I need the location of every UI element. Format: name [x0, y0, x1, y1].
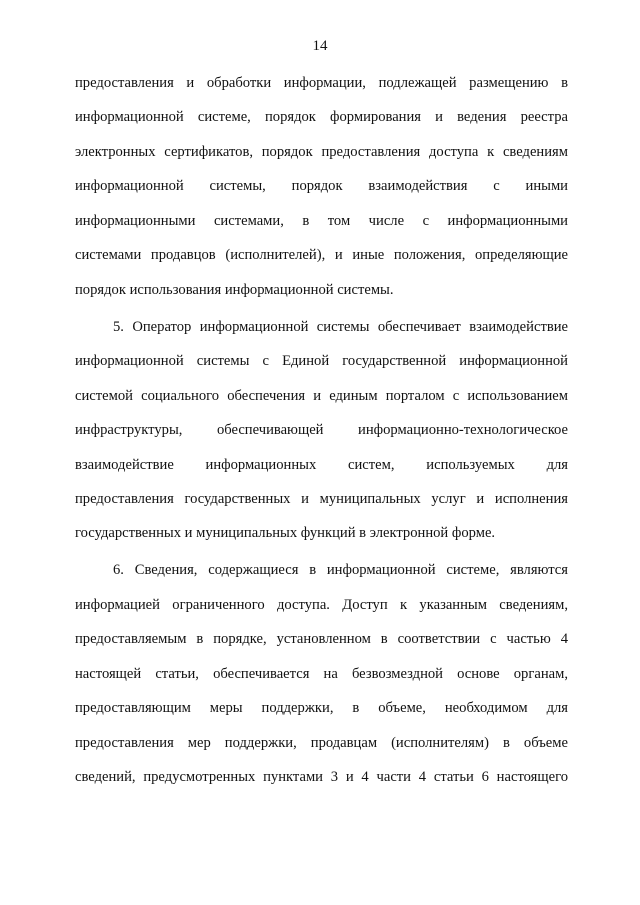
text-line: предоставляемым в порядке, установленном в соответствии с частью 4 — [75, 631, 568, 647]
text-line: предоставления и обработки информации, подлежащей размещению в — [75, 75, 568, 91]
text-line: системами продавцов (исполнителей), и иные положения, определяющие — [75, 247, 568, 263]
text-line: предоставляющим меры поддержки, в объеме, необходимом для — [75, 700, 568, 716]
text-line: сведений, предусмотренных пунктами 3 и 4 части 4 статьи 6 настоящего — [75, 769, 568, 785]
page-number: 14 — [312, 38, 328, 54]
text-line: порядок использования информационной системы. — [75, 282, 394, 298]
text-line: информационной системы с Единой государственной информационной — [75, 353, 568, 369]
text-line: государственных и муниципальных функций в электронной форме. — [75, 525, 496, 541]
text-line: взаимодействие информационных систем, используемых для — [75, 457, 568, 473]
text-line: предоставления мер поддержки, продавцам (исполнителям) в объеме — [75, 735, 568, 751]
text-line: настоящей статьи, обеспечивается на безвозмездной основе органам, — [75, 666, 568, 682]
paragraph-5-first-line: 5. Оператор информационной системы обеспечивает взаимодействие — [113, 319, 568, 335]
paragraph-6-first-line: 6. Сведения, содержащиеся в информационной системе, являются — [113, 562, 568, 578]
text-line: информационной системе, порядок формирования и ведения реестра — [75, 109, 568, 125]
text-line: предоставления государственных и муниципальных услуг и исполнения — [75, 491, 568, 507]
text-line: информацией ограниченного доступа. Доступ к указанным сведениям, — [75, 597, 568, 613]
text-line: информационной системы, порядок взаимодействия с иными — [75, 178, 568, 194]
text-line: инфраструктуры, обеспечивающей информационно-технологическое — [75, 422, 568, 438]
text-line: информационными системами, в том числе с информационными — [75, 213, 568, 229]
text-line: электронных сертификатов, порядок предоставления доступа к сведениям — [75, 144, 568, 160]
text-line: системой социального обеспечения и единым порталом с использованием — [75, 388, 568, 404]
